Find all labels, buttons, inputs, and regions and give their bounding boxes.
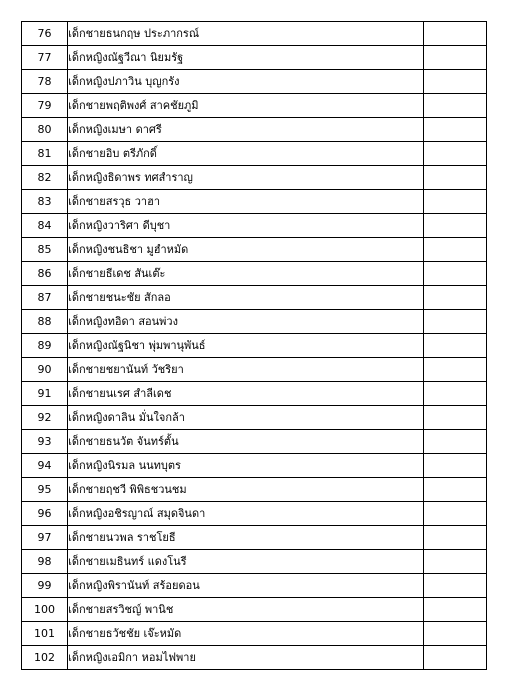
student-name-cell: เด็กชายฤชวี พิพิธชวนชม: [68, 478, 424, 502]
table-row: [22, 238, 487, 262]
table-row: [22, 502, 487, 526]
student-name-cell: เด็กหญิงเอมิกา หอมไฟพาย: [68, 646, 424, 670]
row-number-cell: 94: [22, 454, 68, 478]
blank-cell: [423, 286, 486, 310]
blank-cell: [423, 238, 486, 262]
student-name-cell: เด็กชายพฤติพงศ์ สาคชัยภูมิ: [68, 94, 424, 118]
row-number-cell: 99: [22, 574, 68, 598]
table-row: [22, 430, 487, 454]
table-row: [22, 262, 487, 286]
blank-cell: [423, 550, 486, 574]
blank-cell: [423, 526, 486, 550]
table-row: [22, 550, 487, 574]
student-list-sheet: [21, 21, 487, 670]
student-name-cell: เด็กหญิงพิรานันท์ สร้อยดอน: [68, 574, 424, 598]
table-row: [22, 406, 487, 430]
row-number-cell: 78: [22, 70, 68, 94]
row-number-cell: 76: [22, 22, 68, 46]
row-number-cell: 100: [22, 598, 68, 622]
table-row: [22, 94, 487, 118]
table-row: [22, 22, 487, 46]
row-number-cell: 97: [22, 526, 68, 550]
blank-cell: [423, 142, 486, 166]
row-number-cell: 95: [22, 478, 68, 502]
roster-body: [22, 22, 487, 670]
row-number-cell: 98: [22, 550, 68, 574]
row-number-cell: 92: [22, 406, 68, 430]
blank-cell: [423, 190, 486, 214]
student-name-cell: เด็กชายธวัชชัย เจ๊ะหมัด: [68, 622, 424, 646]
table-row: [22, 214, 487, 238]
student-name-cell: เด็กชายชนะชัย สักลอ: [68, 286, 424, 310]
student-name-cell: เด็กชายธนกฤษ ประภากรณ์: [68, 22, 424, 46]
table-row: [22, 166, 487, 190]
table-row: [22, 382, 487, 406]
blank-cell: [423, 622, 486, 646]
student-name-cell: เด็กหญิงชนธิชา มูฮำหมัด: [68, 238, 424, 262]
row-number-cell: 91: [22, 382, 68, 406]
student-name-cell: เด็กหญิงธิดาพร ทศสำราญ: [68, 166, 424, 190]
table-row: [22, 334, 487, 358]
blank-cell: [423, 598, 486, 622]
row-number-cell: 79: [22, 94, 68, 118]
blank-cell: [423, 478, 486, 502]
table-row: [22, 454, 487, 478]
row-number-cell: 102: [22, 646, 68, 670]
table-row: [22, 190, 487, 214]
blank-cell: [423, 262, 486, 286]
student-name-cell: เด็กชายธนวัต จันทร์ตั้น: [68, 430, 424, 454]
row-number-cell: 83: [22, 190, 68, 214]
table-row: [22, 598, 487, 622]
student-name-cell: เด็กหญิงทอิดา สอนพ่วง: [68, 310, 424, 334]
row-number-cell: 77: [22, 46, 68, 70]
blank-cell: [423, 310, 486, 334]
student-name-cell: เด็กชายนวพล ราชโยธี: [68, 526, 424, 550]
blank-cell: [423, 94, 486, 118]
table-row: [22, 478, 487, 502]
blank-cell: [423, 502, 486, 526]
blank-cell: [423, 118, 486, 142]
row-number-cell: 86: [22, 262, 68, 286]
table-row: [22, 526, 487, 550]
blank-cell: [423, 334, 486, 358]
table-row: [22, 142, 487, 166]
student-name-cell: เด็กชายชยานันท์ วัชริยา: [68, 358, 424, 382]
student-name-cell: เด็กหญิงวาริศา ดีบุชา: [68, 214, 424, 238]
table-row: [22, 358, 487, 382]
row-number-cell: 88: [22, 310, 68, 334]
blank-cell: [423, 166, 486, 190]
row-number-cell: 89: [22, 334, 68, 358]
blank-cell: [423, 214, 486, 238]
table-row: [22, 574, 487, 598]
table-row: [22, 310, 487, 334]
student-name-cell: เด็กชายเมธินทร์ แดงโนรี: [68, 550, 424, 574]
blank-cell: [423, 646, 486, 670]
blank-cell: [423, 574, 486, 598]
row-number-cell: 101: [22, 622, 68, 646]
row-number-cell: 87: [22, 286, 68, 310]
student-name-cell: เด็กหญิงปภาวิน บุญกรัง: [68, 70, 424, 94]
student-roster-table: [21, 21, 487, 670]
row-number-cell: 90: [22, 358, 68, 382]
blank-cell: [423, 454, 486, 478]
row-number-cell: 81: [22, 142, 68, 166]
student-name-cell: เด็กหญิงณัฐนิชา พุ่มพานุพันธ์: [68, 334, 424, 358]
student-name-cell: เด็กชายธีเดช สันเต๊ะ: [68, 262, 424, 286]
student-name-cell: เด็กหญิงเมษา ดาศรี: [68, 118, 424, 142]
blank-cell: [423, 70, 486, 94]
row-number-cell: 84: [22, 214, 68, 238]
table-row: [22, 118, 487, 142]
blank-cell: [423, 382, 486, 406]
table-row: [22, 70, 487, 94]
table-row: [22, 46, 487, 70]
blank-cell: [423, 22, 486, 46]
row-number-cell: 93: [22, 430, 68, 454]
student-name-cell: เด็กหญิงนิรมล นนทบุตร: [68, 454, 424, 478]
row-number-cell: 85: [22, 238, 68, 262]
student-name-cell: เด็กชายนเรศ สำลีเดช: [68, 382, 424, 406]
student-name-cell: เด็กชายอิบ ตรีภักดิ์: [68, 142, 424, 166]
blank-cell: [423, 406, 486, 430]
table-row: [22, 286, 487, 310]
blank-cell: [423, 358, 486, 382]
table-row: [22, 646, 487, 670]
row-number-cell: 80: [22, 118, 68, 142]
row-number-cell: 96: [22, 502, 68, 526]
student-name-cell: เด็กหญิงดาลิน มั่นใจกล้า: [68, 406, 424, 430]
row-number-cell: 82: [22, 166, 68, 190]
student-name-cell: เด็กหญิงณัฐวีณา นิยมรัฐ: [68, 46, 424, 70]
student-name-cell: เด็กชายสรวุธ วาฮา: [68, 190, 424, 214]
table-row: [22, 622, 487, 646]
student-name-cell: เด็กหญิงอชิรญาณ์ สมุดจินดา: [68, 502, 424, 526]
student-name-cell: เด็กชายสรวิชญ์ พานิช: [68, 598, 424, 622]
blank-cell: [423, 46, 486, 70]
blank-cell: [423, 430, 486, 454]
